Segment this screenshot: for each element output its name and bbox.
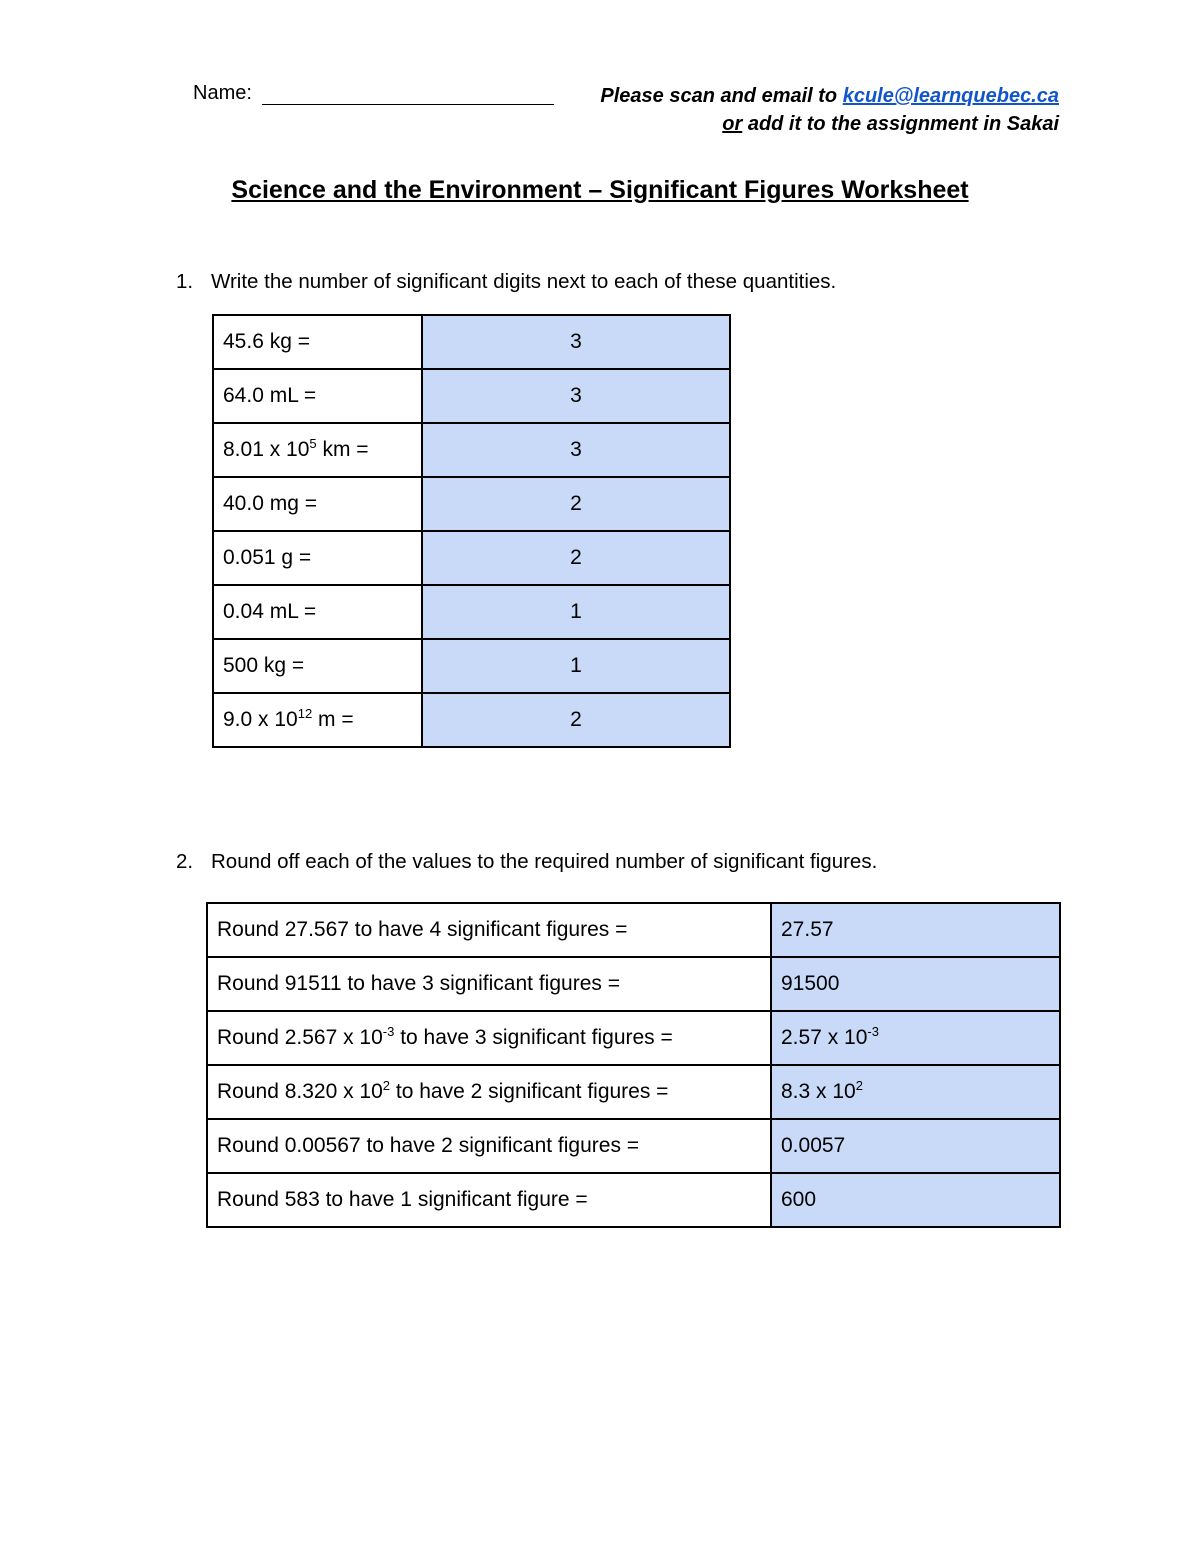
name-blank-line[interactable] [262,82,554,105]
rounding-prompt-cell [207,1065,771,1119]
name-field-row [193,82,554,105]
quantity-base: 0.051 g = [223,546,312,569]
submission-instructions [600,82,1059,138]
quantity-cell [213,693,422,747]
submission-line-1 [600,82,1059,110]
email-link[interactable]: kcule@learnquebec.ca [842,85,1059,107]
submission-line-2 [600,110,1059,138]
table-row [207,957,1060,1011]
quantity-base: 500 kg = [223,654,305,677]
table-row [213,423,730,477]
answer-cell[interactable]: 3 [422,423,730,477]
table-row [213,477,730,531]
question-1-number: 1. [176,270,194,293]
table-row [207,1173,1060,1227]
quantity-base: 0.04 mL = [223,600,317,623]
quantity-base: 40.0 mg = [223,492,317,515]
table-row [207,1119,1060,1173]
table-row [207,1065,1060,1119]
prompt-base: Round 2.567 x 10 [217,1026,383,1049]
quantity-suffix: m = [312,708,354,731]
quantity-cell [213,531,422,585]
table-row [213,693,730,747]
answer-cell[interactable] [771,1119,1060,1173]
prompt-base: Round 8.320 x 10 [217,1080,383,1103]
prompt-base: Round 91511 to have 3 significant figures = [217,972,620,995]
answer-base: 2.57 x 10 [781,1026,868,1049]
answer-cell[interactable] [771,957,1060,1011]
answer-cell[interactable]: 3 [422,315,730,369]
prompt-suffix: to have 2 significant figures = [390,1080,669,1103]
scan-prefix: Please scan and email to [600,85,843,107]
quantity-cell [213,369,422,423]
rounding-prompt-cell [207,1173,771,1227]
answer-exponent: 2 [855,1078,863,1093]
answer-cell[interactable] [771,1011,1060,1065]
table-row [207,1011,1060,1065]
sakai-text: add it to the assignment in Sakai [742,113,1059,135]
prompt-suffix: to have 3 significant figures = [394,1026,673,1049]
quantity-suffix: km = [316,438,369,461]
answer-cell[interactable] [771,1065,1060,1119]
or-word: or [722,113,743,135]
answer-cell[interactable]: 2 [422,477,730,531]
worksheet-title: Science and the Environment – Significant Figures Worksheet [231,176,969,204]
answer-cell[interactable]: 1 [422,585,730,639]
question-1-text: Write the number of significant digits next to each of these quantities. [211,270,837,293]
prompt-base: Round 583 to have 1 significant figure = [217,1188,588,1211]
quantity-cell [213,639,422,693]
answer-base: 27.57 [781,918,834,941]
table-row [213,585,730,639]
question-2-text: Round off each of the values to the required number of significant figures. [211,850,878,873]
prompt-exponent: -3 [382,1024,395,1039]
rounding-prompt-cell [207,1119,771,1173]
name-label: Name: [193,82,252,104]
question-1 [176,270,836,294]
rounding-prompt-cell [207,957,771,1011]
rounding-prompt-cell [207,903,771,957]
table-row [213,639,730,693]
answer-cell[interactable]: 2 [422,531,730,585]
quantity-exponent: 12 [297,706,313,721]
prompt-base: Round 0.00567 to have 2 significant figures = [217,1134,640,1157]
quantity-base: 45.6 kg = [223,330,310,353]
significant-digits-table [212,314,731,748]
table-row [213,369,730,423]
quantity-cell [213,585,422,639]
quantity-exponent: 5 [309,436,317,451]
table-row [213,531,730,585]
answer-base: 91500 [781,972,840,995]
question-2-number: 2. [176,850,194,873]
prompt-base: Round 27.567 to have 4 significant figures = [217,918,628,941]
quantity-cell [213,477,422,531]
quantity-base: 8.01 x 10 [223,438,310,461]
question-2 [176,850,877,874]
quantity-base: 64.0 mL = [223,384,317,407]
answer-cell[interactable] [771,903,1060,957]
prompt-exponent: 2 [382,1078,391,1093]
quantity-cell [213,423,422,477]
answer-cell[interactable] [771,1173,1060,1227]
answer-base: 0.0057 [781,1134,846,1157]
answer-cell[interactable]: 1 [422,639,730,693]
answer-cell[interactable]: 2 [422,693,730,747]
answer-base: 600 [781,1188,817,1211]
table-row [207,903,1060,957]
answer-cell[interactable]: 3 [422,369,730,423]
quantity-cell [213,315,422,369]
rounding-prompt-cell [207,1011,771,1065]
answer-base: 8.3 x 10 [781,1080,856,1103]
answer-exponent: -3 [867,1024,879,1039]
rounding-table [206,902,1061,1228]
table-row [213,315,730,369]
quantity-base: 9.0 x 10 [223,708,298,731]
